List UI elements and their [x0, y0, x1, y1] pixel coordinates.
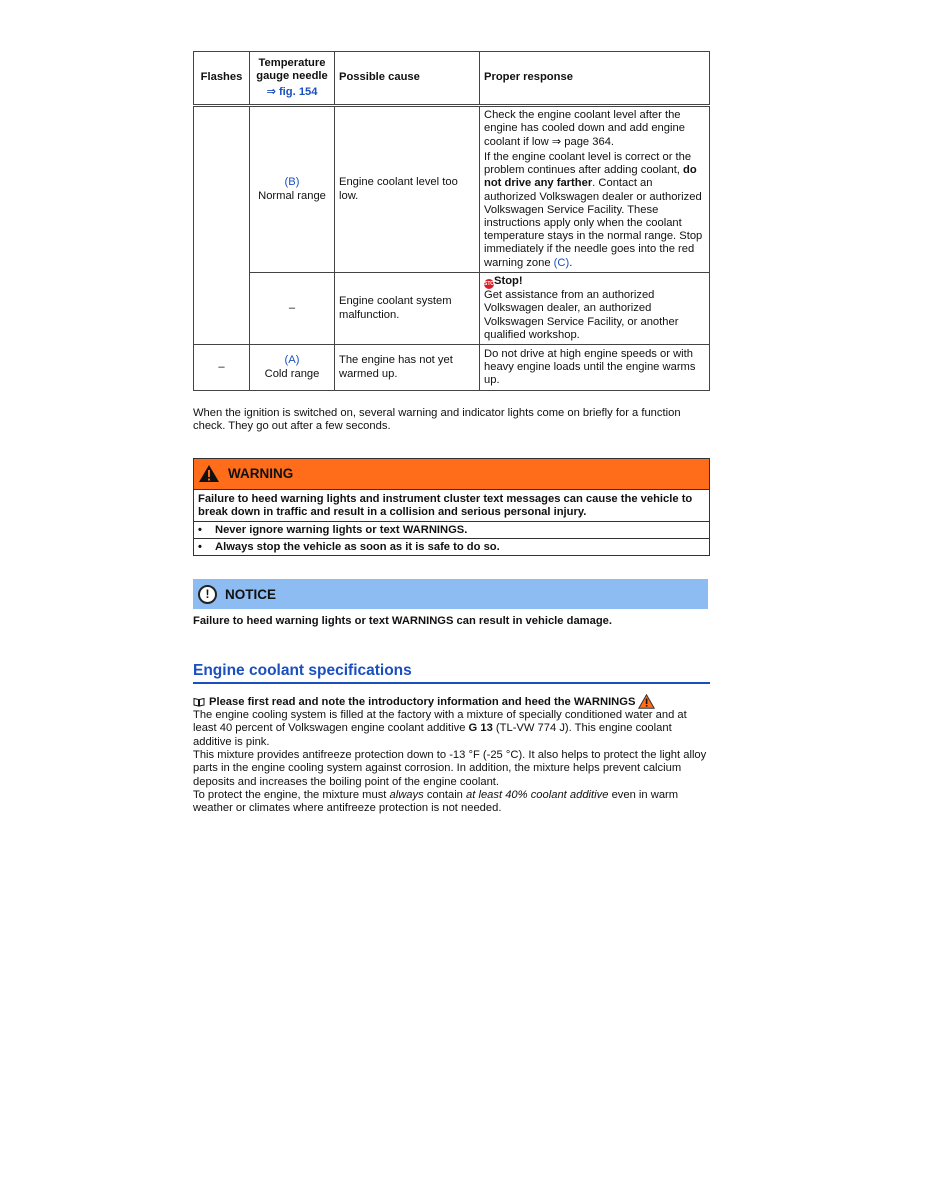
warning-bullet-text: Always stop the vehicle as soon as it is safe to do so. — [215, 541, 500, 554]
section-title: Engine coolant specifications — [193, 662, 710, 684]
flashes-cell: – — [194, 345, 250, 391]
needle-cell: – — [250, 273, 335, 345]
response-text: . Contact an authorized Volkswagen dealer or authorized Volkswagen Service Facility. These instructions apply only when the coolant temperature stays in the normal range. Stop immediately if the needle goes into the red warning zone — [484, 177, 703, 269]
warning-body: Failure to heed warning lights and instrument cluster text messages can cause the vehicle to break down in traffic and result in a collision and serious personal injury. — [198, 492, 693, 518]
page-content — [193, 51, 710, 816]
response-cell — [480, 106, 710, 273]
header-needle-line2: gauge needle — [256, 70, 328, 83]
ignition-paragraph: When the ignition is switched on, several warning and indicator lights come on briefly for a function check. They go out after a few seconds. — [193, 407, 681, 433]
paragraph — [193, 709, 710, 749]
open-book-icon — [193, 697, 205, 707]
table-header-row — [194, 52, 710, 106]
warning-triangle-icon — [198, 464, 220, 483]
exclamation-circle-icon: ! — [198, 585, 217, 604]
intro-text: Please first read and note the introductory information and heed the WARNINGS — [209, 695, 636, 708]
response-cell: Do not drive at high engine speeds or with heavy engine loads until the engine warms up. — [480, 345, 710, 391]
list-item — [194, 521, 709, 538]
stop-icon: STOP — [484, 281, 498, 288]
zone-link-c[interactable]: (C) — [553, 256, 570, 269]
response-part1: Check the engine coolant level after the engine has cooled down and add engine coolant if low ⇒ page 364. — [484, 109, 685, 148]
needle-cell — [250, 345, 335, 391]
table-row — [194, 345, 710, 391]
paragraph-text: even in warm weather or climates where antifreeze protection is not needed. — [193, 788, 679, 815]
bullet: • — [198, 524, 202, 537]
figure-link[interactable]: ⇒ fig. 154 — [266, 85, 318, 98]
stop-label: Stop! — [494, 275, 523, 288]
header-temperature-gauge — [250, 52, 335, 106]
coolant-warning-table — [193, 51, 710, 391]
emphasis: at least 40% coolant additive — [466, 788, 609, 801]
warning-title: WARNING — [228, 466, 294, 482]
response-text: Get assistance from an authorized Volkswagen dealer, an authorized Volkswagen Service Facility, or another qualified workshop. — [484, 289, 679, 341]
response-emphasis: do not drive any farther — [484, 164, 697, 190]
table-row — [194, 273, 710, 345]
response-text: . — [569, 256, 573, 269]
product-name: G 13 — [468, 722, 493, 735]
needle-cell — [250, 106, 335, 273]
intro-line — [193, 694, 710, 709]
bullet: • — [198, 541, 202, 554]
needle-link-b[interactable]: (B) — [284, 176, 300, 189]
needle-link-a[interactable]: (A) — [284, 354, 300, 367]
paragraph — [193, 789, 710, 816]
paragraph-text: (TL-VW 774 J). This engine coolant additive is pink. — [193, 722, 672, 748]
header-possible-cause: Possible cause — [335, 52, 480, 106]
notice-title: NOTICE — [225, 586, 277, 602]
needle-text: Cold range — [264, 367, 320, 380]
response-cell — [480, 273, 710, 345]
paragraph-text: To protect the engine, the mixture must — [193, 788, 387, 801]
response-part2 — [484, 151, 705, 270]
list-item — [194, 538, 709, 555]
cause-cell: The engine has not yet warmed up. — [335, 345, 480, 391]
response-text: If the engine coolant level is correct or the problem continues after adding coolant, — [484, 150, 692, 177]
warning-header — [194, 459, 709, 490]
stop-heading — [484, 275, 705, 289]
header-proper-response: Proper response — [480, 52, 710, 106]
warning-triangle-icon[interactable] — [638, 694, 655, 709]
paragraph-text: contain — [426, 788, 463, 801]
paragraph: This mixture provides antifreeze protection down to -13 °F (-25 °C). It also helps to protect the light alloy parts in the engine cooling system against corrosion. In addition, the mixture helps prevent calcium deposits and increases the boiling point of the engine coolant. — [193, 749, 707, 788]
notice-header — [193, 579, 708, 609]
warning-box — [193, 458, 710, 557]
needle-text: Normal range — [258, 189, 326, 202]
table-row — [194, 106, 710, 273]
flashes-cell-empty — [194, 106, 250, 345]
notice-text: Failure to heed warning lights or text WARNINGS can result in vehicle damage. — [193, 615, 612, 628]
paragraph-text: The engine cooling system is filled at the factory with a mixture of specially conditioned water and at least 40 percent of Volkswagen engine coolant additive — [193, 709, 687, 735]
cause-cell: Engine coolant level too low. — [335, 106, 480, 273]
header-needle-line1: Temperature — [258, 57, 326, 70]
header-flashes: Flashes — [194, 52, 250, 106]
warning-bullet-text: Never ignore warning lights or text WARNINGS. — [215, 524, 468, 537]
emphasis: always — [389, 788, 424, 801]
cause-cell: Engine coolant system malfunction. — [335, 273, 480, 345]
